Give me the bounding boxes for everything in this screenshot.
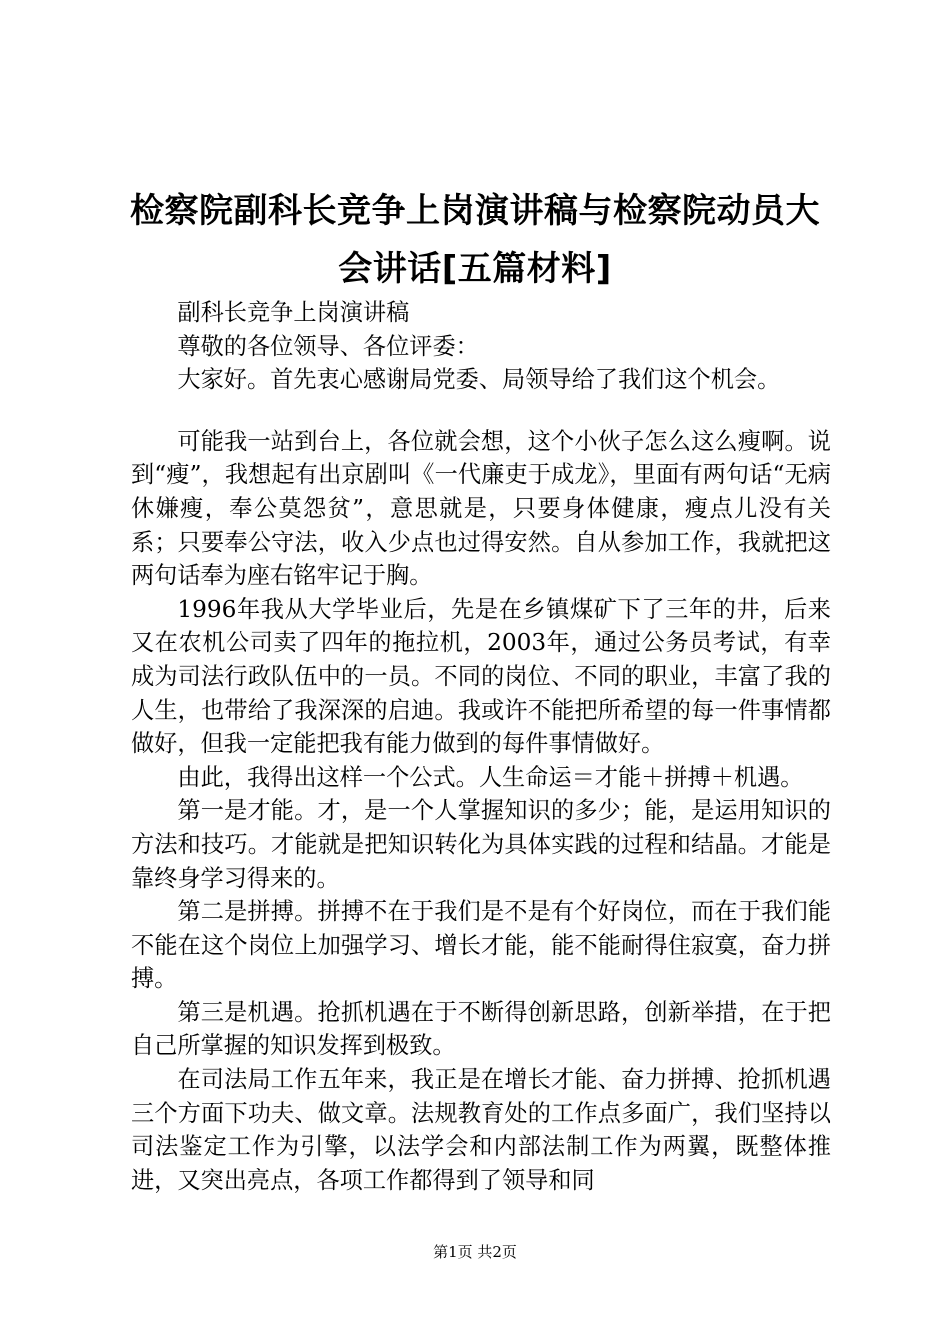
document-title [110, 182, 840, 298]
body-paragraph: 在司法局工作五年来，我正是在增长才能、奋力拼搏、抢抓机遇三个方面下功夫、做文章。法规教育处的工作点多面广，我们坚持以司法鉴定工作为引擎，以法学会和内部法制工作为两翼，既整体推进，又突出亮点，各项工作都得到了领导和同 [131, 1066, 831, 1194]
body-paragraph: 可能我一站到台上，各位就会想，这个小伙子怎么这么瘦啊。说到“瘦”，我想起有出京剧叫《一代廉吏于成龙》，里面有两句话“无病休嫌瘦，奉公莫怨贫”，意思就是，只要身体健康，瘦点儿没有关系；只要奉公守法，收入少点也过得安然。自从参加工作，我就把这两句话奉为座右铭牢记于胸。 [131, 427, 831, 590]
body-paragraph: 第二是拼搏。拼搏不在于我们是不是有个好岗位，而在于我们能不能在这个岗位上加强学习、增长才能，能不能耐得住寂寞，奋力拼搏。 [131, 898, 831, 993]
document-body [131, 296, 831, 1197]
title-line-1: 检察院副科长竞争上岗演讲稿与检察院动员大 [130, 191, 820, 231]
body-paragraph: 第三是机遇。抢抓机遇在于不断得创新思路，创新举措，在于把自己所掌握的知识发挥到极致。 [131, 998, 831, 1060]
salutation: 尊敬的各位领导、各位评委： [177, 332, 479, 360]
body-paragraph: 1996年我从大学毕业后，先是在乡镇煤矿下了三年的井，后来又在农机公司卖了四年的拖拉机，2003年，通过公务员考试，有幸成为司法行政队伍中的一员。不同的岗位、不同的职业，丰富了我的人生，也带给了我深深的启迪。我或许不能把所希望的每一件事情都做好，但我一定能把我有能力做到的每件事情做好。 [131, 595, 831, 758]
section-heading: 副科长竞争上岗演讲稿 [177, 299, 410, 326]
body-paragraph: 第一是才能。才，是一个人掌握知识的多少；能，是运用知识的方法和技巧。才能就是把知识转化为具体实践的过程和结晶。才能是靠终身学习得来的。 [131, 797, 831, 892]
body-paragraph: 由此，我得出这样一个公式。人生命运＝才能＋拼搏＋机遇。 [177, 763, 804, 791]
page-number-footer: 第1页 共2页 [433, 1243, 517, 1261]
title-line-2: 会讲话[五篇材料] [338, 249, 612, 289]
body-paragraph: 大家好。首先衷心感谢局党委、局领导给了我们这个机会。 [177, 366, 781, 394]
